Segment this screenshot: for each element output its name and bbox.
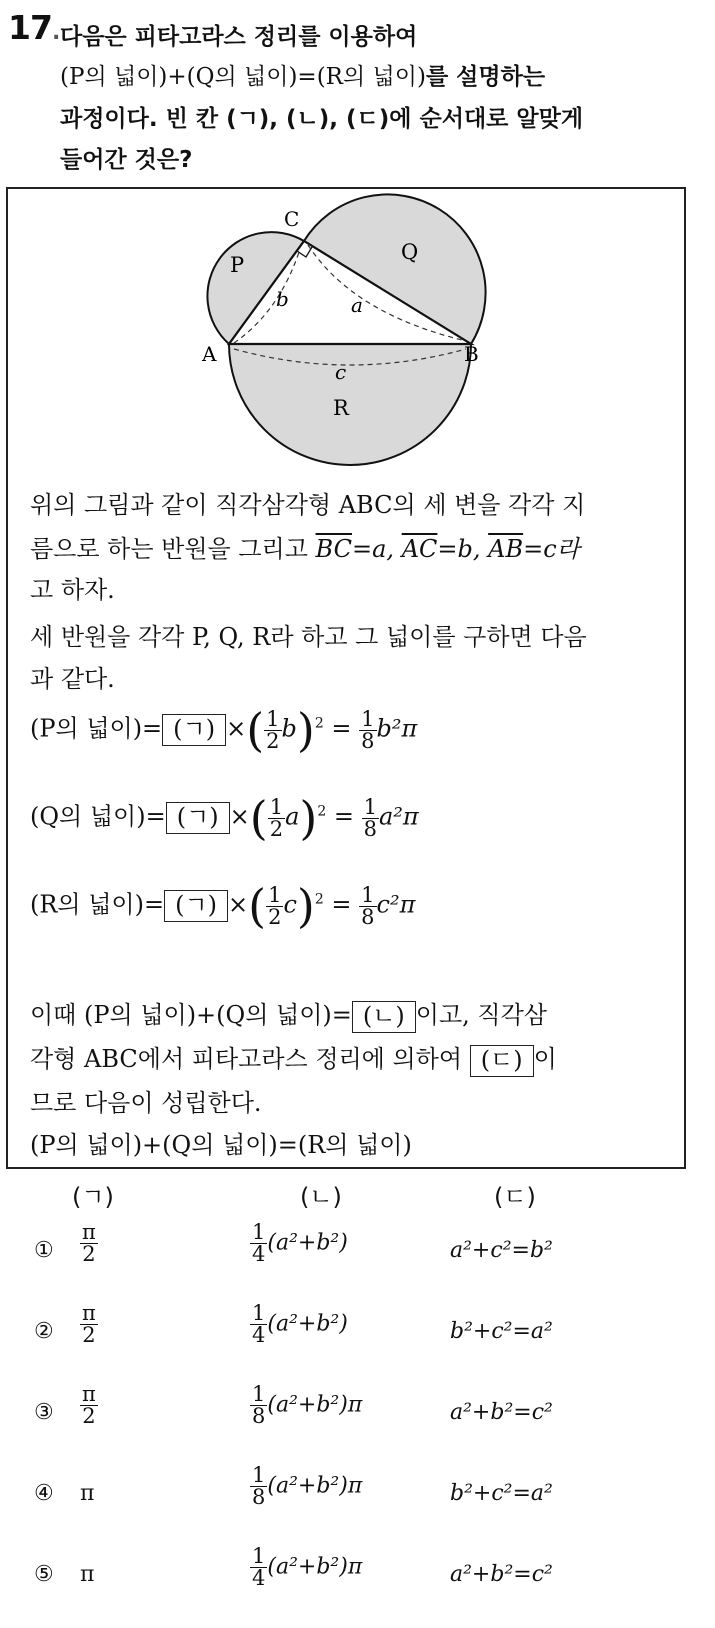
- choice-3[interactable]: ③ $\frac{\pi}{2}$ $\frac{1}{8}$ (a²+b²)π a²+b²=c²: [34, 1382, 553, 1428]
- passage-line: (P의 넓이)+(Q의 넓이)=(R의 넓이): [30, 1131, 412, 1159]
- question-line-4: 들어간 것은?: [60, 147, 193, 173]
- passage-line: 름으로 하는 반원을 그리고 $\overline{BC}=a$, $\overline{AC}=b$, $\overline{AB}=c$라: [30, 535, 580, 563]
- blank-g: (ㄱ): [162, 714, 226, 746]
- label-Q: Q: [401, 240, 419, 264]
- choice-2[interactable]: ② $\frac{\pi}{2}$ $\frac{1}{4}$ (a²+b²) b²+c²=a²: [34, 1301, 553, 1347]
- choice-5[interactable]: ⑤ π $\frac{1}{4}$ (a²+b²)π a²+b²=c²: [34, 1544, 553, 1590]
- choices-col-n: (ㄴ): [300, 1183, 342, 1211]
- passage-line: 므로 다음이 성립한다.: [30, 1089, 262, 1117]
- question-line-1: 다음은 피타고라스 정리를 이용하여: [60, 24, 418, 50]
- label-A: A: [202, 342, 217, 366]
- label-c: c: [335, 360, 347, 384]
- choices-col-d: (ㄷ): [494, 1183, 536, 1211]
- choice-1[interactable]: ① $\frac{\pi}{2}$ $\frac{1}{4}$ (a²+b²) a²+c²=b²: [34, 1220, 553, 1266]
- label-a: a: [351, 293, 363, 317]
- equation-P: (P의 넓이)= (ㄱ) ×( $\frac{1}{2}$ b)$^2$ = $\frac{1}{8}$ b²π: [30, 703, 418, 757]
- label-b: b: [276, 287, 289, 311]
- choice-4[interactable]: ④ π $\frac{1}{8}$ (a²+b²)π b²+c²=a²: [34, 1463, 553, 1509]
- passage-line: 위의 그림과 같이 직각삼각형 ABC의 세 변을 각각 지: [30, 491, 586, 519]
- passage-line: 세 반원을 각각 P, Q, R라 하고 그 넓이를 구하면 다음: [30, 623, 587, 651]
- passage-line: 이때 (P의 넓이)+(Q의 넓이)= (ㄴ) 이고, 직각삼: [30, 995, 547, 1033]
- problem-box: [6, 187, 686, 1169]
- choices-col-g: (ㄱ): [72, 1183, 114, 1211]
- blank-g: (ㄱ): [164, 890, 228, 922]
- label-B: B: [464, 342, 479, 366]
- passage-line: 과 같다.: [30, 665, 115, 693]
- question-number: 17.: [8, 8, 60, 47]
- blank-d: (ㄷ): [470, 1045, 534, 1077]
- blank-g: (ㄱ): [166, 802, 230, 834]
- question-line-2: (P의 넓이)+(Q의 넓이)=(R의 넓이)를 설명하는: [60, 64, 546, 90]
- semicircle-figure: [8, 189, 684, 469]
- label-P: P: [230, 253, 245, 277]
- semicircle-R: [229, 344, 471, 465]
- passage-line: 고 하자.: [30, 576, 115, 604]
- blank-n: (ㄴ): [352, 1001, 416, 1033]
- equation-R: (R의 넓이)= (ㄱ) ×( $\frac{1}{2}$ c)$^2$ = $\frac{1}{8}$ c²π: [30, 879, 416, 933]
- label-R: R: [333, 396, 349, 420]
- question-line-3: 과정이다. 빈 칸 (ㄱ), (ㄴ), (ㄷ)에 순서대로 알맞게: [60, 106, 584, 132]
- label-C: C: [284, 207, 300, 231]
- equation-Q: (Q의 넓이)= (ㄱ) ×( $\frac{1}{2}$ a)$^2$ = $\frac{1}{8}$ a²π: [30, 791, 419, 845]
- passage-line: 각형 ABC에서 피타고라스 정리에 의하여 (ㄷ) 이: [30, 1039, 557, 1077]
